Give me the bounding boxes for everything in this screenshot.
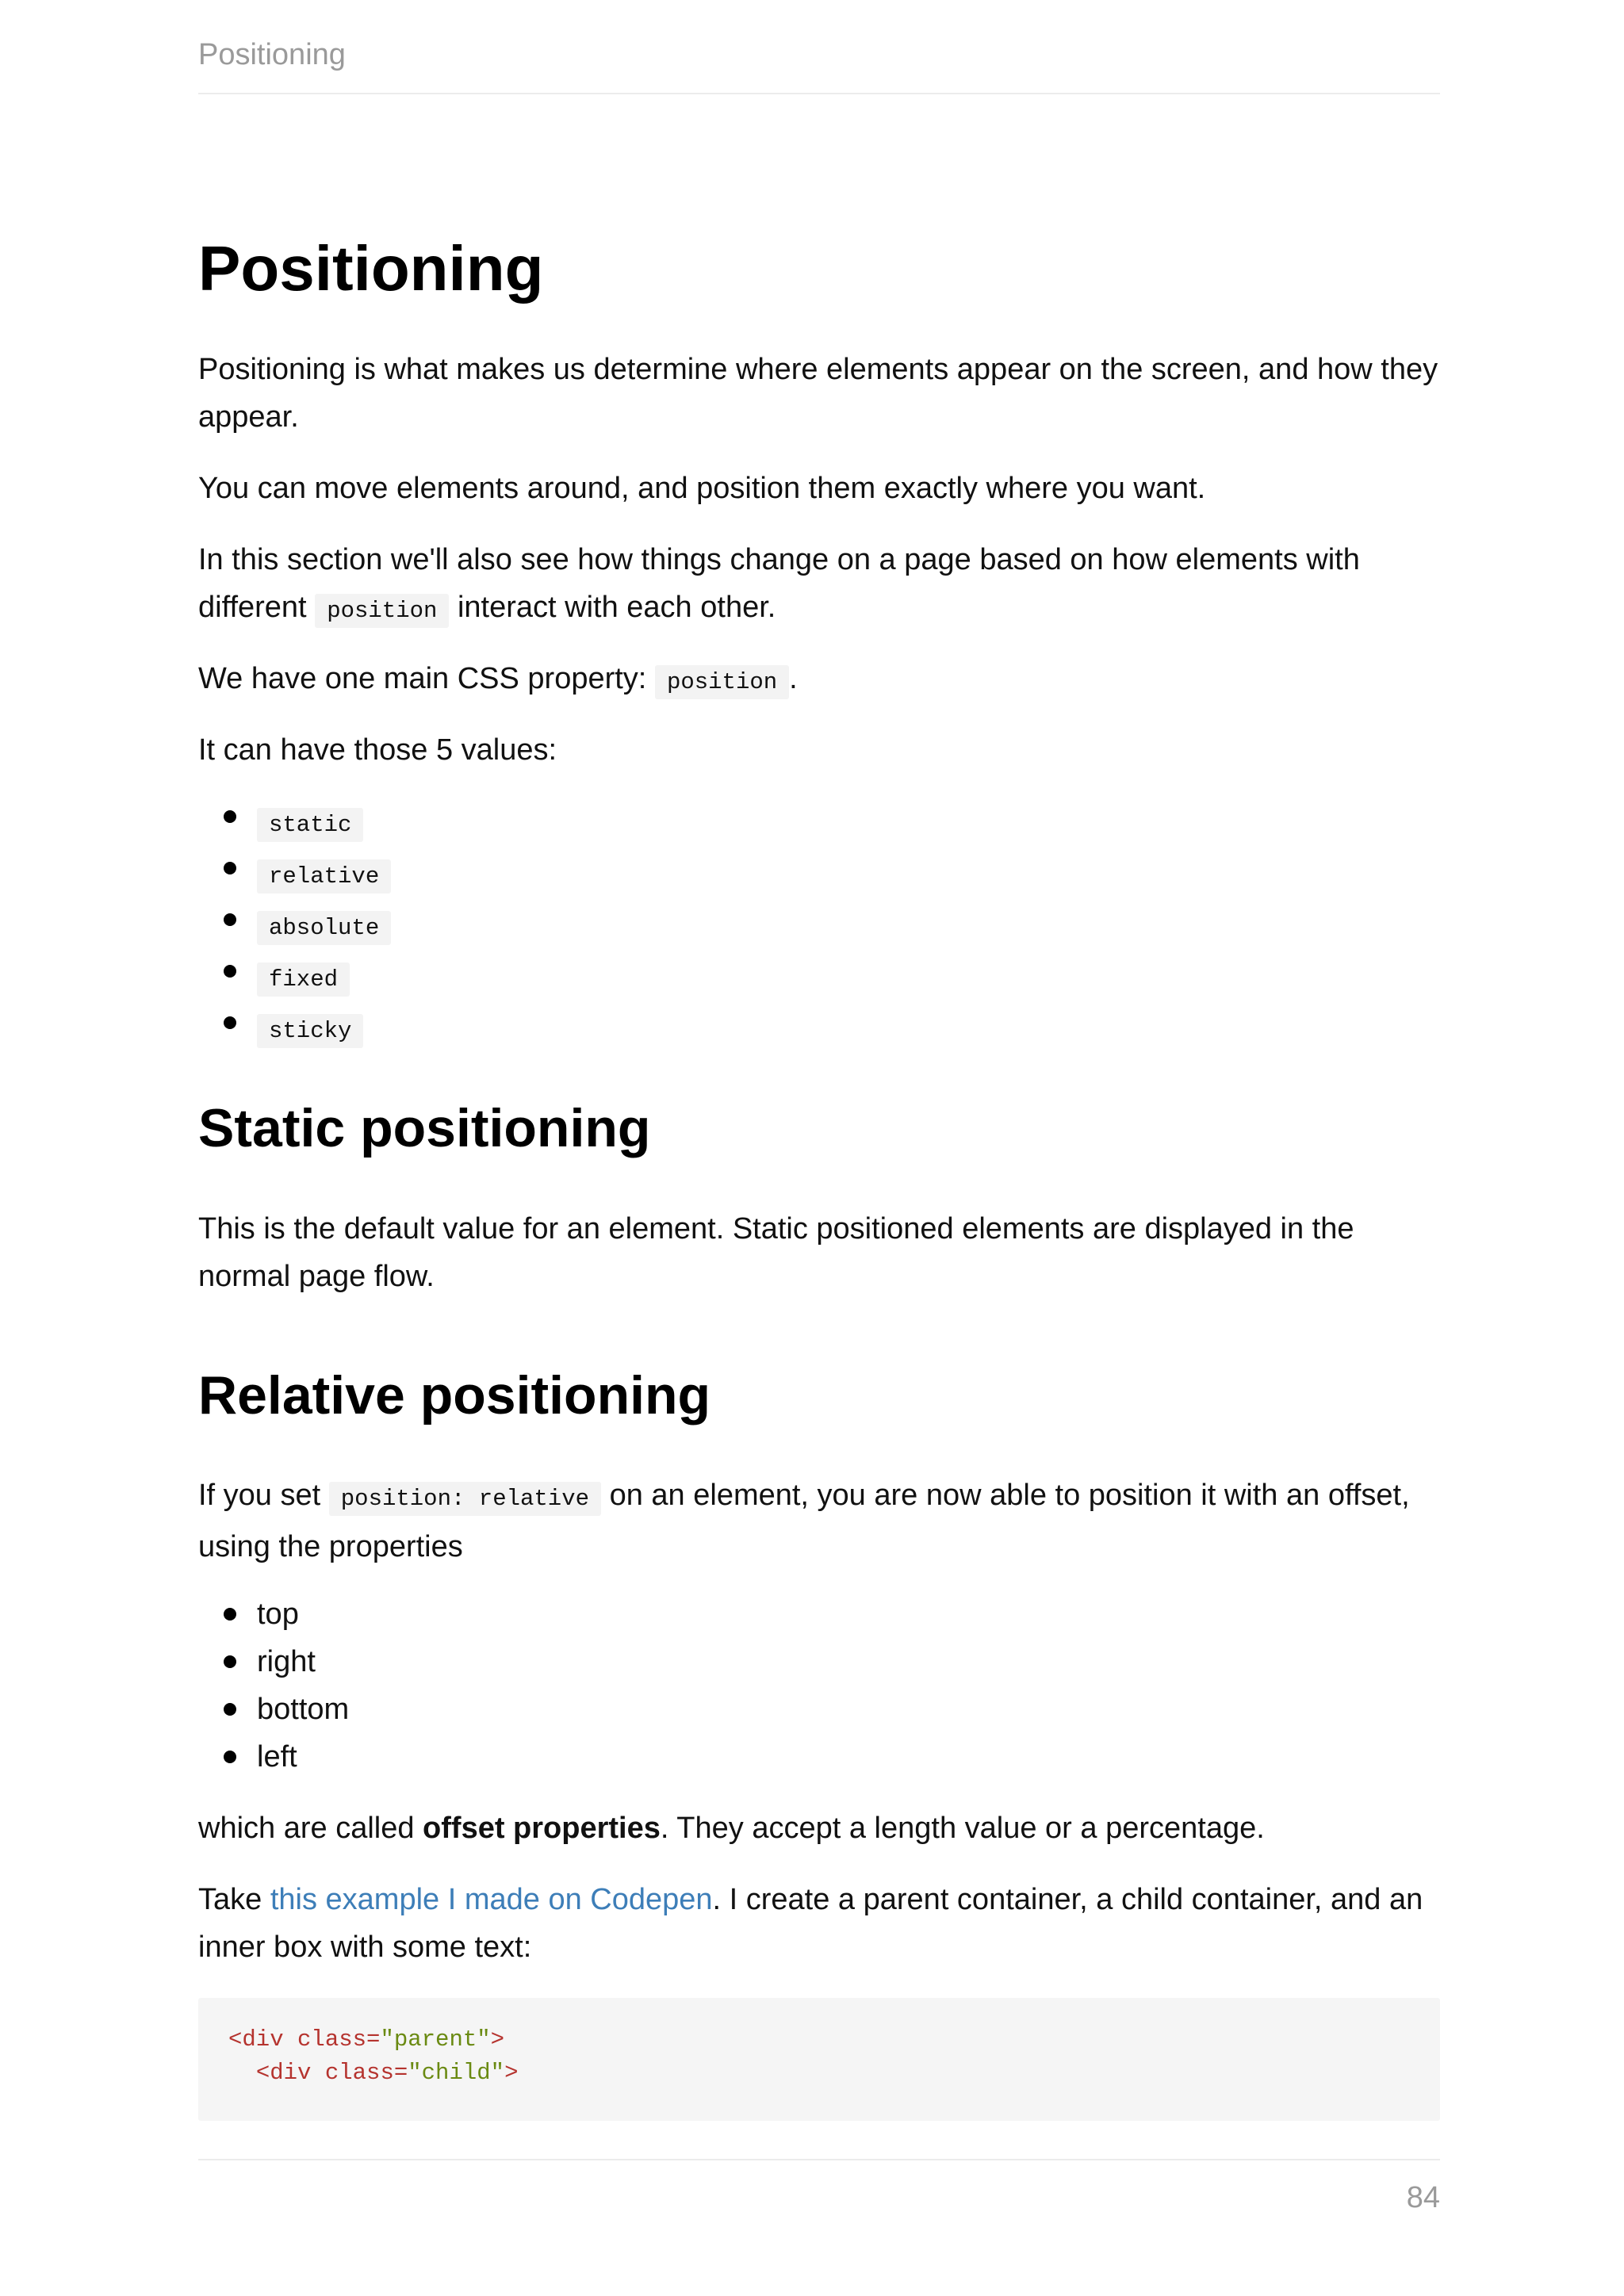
- list-item: [198, 798, 1440, 849]
- list-item: [198, 1733, 1440, 1781]
- code-tag-open: <div: [255, 2060, 325, 2086]
- position-values-list: [198, 798, 1440, 1055]
- value-static: static: [257, 808, 363, 842]
- example-paragraph: [198, 1876, 1440, 1971]
- inline-code-property: position: [655, 665, 789, 699]
- static-positioning-heading: Static positioning: [198, 1098, 651, 1158]
- offset-bottom: bottom: [257, 1693, 350, 1726]
- section-paragraph-text-pre: In this section we'll also see how things change on a page based on how elements with different: [198, 543, 1360, 624]
- code-tag-close: >: [490, 2026, 505, 2053]
- static-paragraph: This is the default value for an element. Static positioned elements are displayed in the normal page flow.: [198, 1212, 1354, 1293]
- bullet-icon: [224, 913, 236, 926]
- bullet-icon: [224, 810, 236, 823]
- code-block: [198, 1998, 1440, 2121]
- code-tag-open: <div: [228, 2026, 298, 2053]
- inline-code-position: position: [315, 594, 449, 628]
- offset-text-post: . They accept a length value or a percentage.: [660, 1812, 1265, 1845]
- move-paragraph: You can move elements around, and position them exactly where you want.: [198, 472, 1206, 505]
- example-text-pre: Take: [198, 1883, 262, 1916]
- code-string: "child": [408, 2060, 505, 2086]
- code-attr: class=: [324, 2060, 408, 2086]
- relative-positioning-heading: Relative positioning: [198, 1365, 711, 1425]
- code-indent: [228, 2060, 256, 2086]
- offset-properties-list: [198, 1590, 1440, 1781]
- list-item: [198, 1638, 1440, 1686]
- relative-intro-paragraph: [198, 1471, 1440, 1571]
- offset-top: top: [257, 1598, 299, 1631]
- value-sticky: sticky: [257, 1014, 363, 1048]
- list-item: [198, 901, 1440, 952]
- inline-code-position-relative: position: relative: [329, 1482, 601, 1516]
- bullet-icon: [224, 1751, 236, 1763]
- code-string: "parent": [380, 2026, 491, 2053]
- list-item: [198, 1686, 1440, 1733]
- code-tag-close: >: [504, 2060, 519, 2086]
- bullet-icon: [224, 1608, 236, 1621]
- bullet-icon: [224, 965, 236, 978]
- header-divider: [198, 93, 1440, 94]
- bullet-icon: [224, 862, 236, 874]
- value-absolute: absolute: [257, 911, 391, 945]
- offset-properties-bold: offset properties: [423, 1812, 661, 1845]
- page-title: Positioning: [198, 233, 544, 304]
- code-line: [228, 2057, 518, 2090]
- intro-paragraph: Positioning is what makes us determine where elements appear on the screen, and how they appear.: [198, 353, 1438, 434]
- section-paragraph-text-post: interact with each other.: [457, 591, 776, 624]
- offset-text-pre: which are called: [198, 1812, 415, 1845]
- footer-divider: [198, 2159, 1440, 2160]
- bullet-icon: [224, 1703, 236, 1716]
- relative-intro-text-post: on an element, you are now able to position it with an offset, using the properties: [198, 1479, 1410, 1563]
- property-paragraph: [198, 655, 1440, 706]
- document-page: [198, 0, 1440, 2296]
- list-item: [198, 849, 1440, 901]
- offset-right: right: [257, 1645, 316, 1678]
- running-header: Positioning: [198, 38, 346, 71]
- offset-paragraph: [198, 1804, 1440, 1852]
- list-item: [198, 1590, 1440, 1638]
- list-item: [198, 1004, 1440, 1055]
- values-intro: It can have those 5 values:: [198, 733, 557, 767]
- relative-intro-text-pre: If you set: [198, 1479, 321, 1512]
- value-relative: relative: [257, 859, 391, 894]
- example-text-post: . I create a parent container, a child container, and an inner box with some text:: [198, 1883, 1423, 1964]
- codepen-link[interactable]: this example I made on Codepen: [270, 1883, 713, 1916]
- value-fixed: fixed: [257, 962, 350, 997]
- code-line: [228, 2023, 504, 2057]
- bullet-icon: [224, 1655, 236, 1668]
- code-attr: class=: [297, 2026, 381, 2053]
- bullet-icon: [224, 1016, 236, 1029]
- property-paragraph-text: We have one main CSS property:: [198, 662, 647, 695]
- property-paragraph-period: .: [789, 662, 798, 695]
- list-item: [198, 952, 1440, 1004]
- offset-left: left: [257, 1740, 297, 1774]
- page-number: 84: [1406, 2181, 1440, 2214]
- section-paragraph: [198, 536, 1440, 635]
